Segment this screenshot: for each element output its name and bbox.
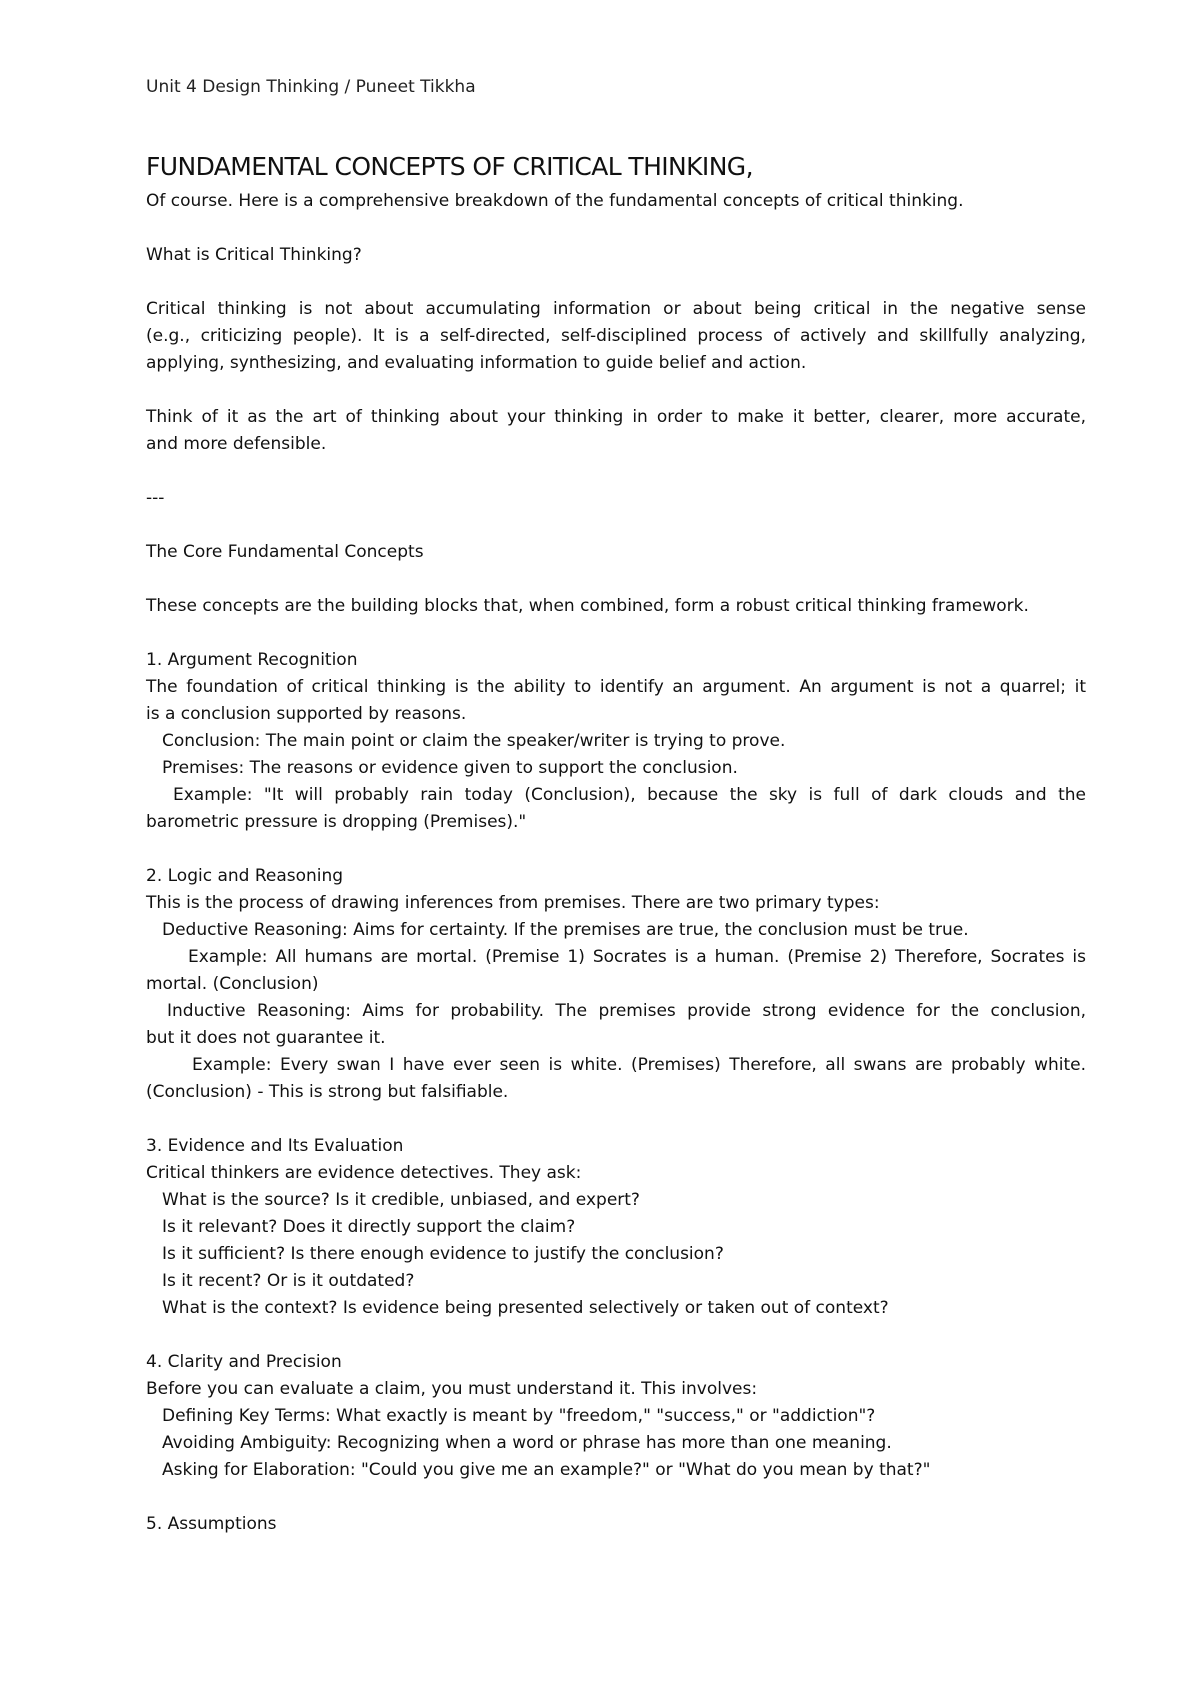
paragraph-line: but it does not guarantee it. [146, 1028, 386, 1048]
paragraph-line: This is the process of drawing inferences from premises. There are two primary types: [146, 893, 880, 913]
question-item: Is it recent? Or is it outdated? [162, 1271, 415, 1291]
section-heading-4: 4. Clarity and Precision [146, 1352, 342, 1372]
core-intro: These concepts are the building blocks that, when combined, form a robust critical thinking framework. [146, 596, 1029, 616]
section-heading-3: 3. Evidence and Its Evaluation [146, 1136, 404, 1156]
page-header: Unit 4 Design Thinking / Puneet Tikkha [146, 77, 476, 97]
section-heading-1: 1. Argument Recognition [146, 650, 358, 670]
example-line: barometric pressure is dropping (Premises)." [146, 812, 527, 832]
intro-text: Of course. Here is a comprehensive breakdown of the fundamental concepts of critical thinking. [146, 191, 964, 211]
conclusion-item: Conclusion: The main point or claim the speaker/writer is trying to prove. [162, 731, 786, 751]
document-title: FUNDAMENTAL CONCEPTS OF CRITICAL THINKING, [146, 152, 753, 181]
paragraph-line: (e.g., criticizing people). It is a self-directed, self-disciplined process of actively and skillfully analyzing, [146, 326, 1086, 346]
paragraph-line: Before you can evaluate a claim, you must understand it. This involves: [146, 1379, 758, 1399]
separator: --- [146, 488, 165, 508]
paragraph-line: applying, synthesizing, and evaluating information to guide belief and action. [146, 353, 807, 373]
paragraph-line: Think of it as the art of thinking about your thinking in order to make it better, clearer, more accurate, [146, 407, 1086, 427]
example-line: Example: Every swan I have ever seen is white. (Premises) Therefore, all swans are probably white. [192, 1055, 1086, 1075]
example-line: mortal. (Conclusion) [146, 974, 319, 994]
section-heading-core: The Core Fundamental Concepts [146, 542, 424, 562]
question-item: What is the source? Is it credible, unbiased, and expert? [162, 1190, 640, 1210]
paragraph-line: is a conclusion supported by reasons. [146, 704, 467, 724]
deductive-item: Deductive Reasoning: Aims for certainty. If the premises are true, the conclusion must be true. [162, 920, 969, 940]
question-item: Is it relevant? Does it directly support the claim? [162, 1217, 576, 1237]
inductive-item: Inductive Reasoning: Aims for probability. The premises provide strong evidence for the conclusion, [167, 1001, 1086, 1021]
paragraph-line: Critical thinkers are evidence detectives. They ask: [146, 1163, 582, 1183]
example-line: Example: "It will probably rain today (Conclusion), because the sky is full of dark clouds and the [173, 785, 1086, 805]
example-line: Example: All humans are mortal. (Premise 1) Socrates is a human. (Premise 2) Therefore, Socrates is [188, 947, 1086, 967]
example-line: (Conclusion) - This is strong but falsifiable. [146, 1082, 509, 1102]
section-heading-what: What is Critical Thinking? [146, 245, 362, 265]
section-heading-5: 5. Assumptions [146, 1514, 277, 1534]
paragraph-line: and more defensible. [146, 434, 327, 454]
section-heading-2: 2. Logic and Reasoning [146, 866, 344, 886]
premises-item: Premises: The reasons or evidence given to support the conclusion. [162, 758, 738, 778]
paragraph-line: The foundation of critical thinking is the ability to identify an argument. An argument is not a quarrel; it [146, 677, 1086, 697]
clarity-item: Asking for Elaboration: "Could you give me an example?" or "What do you mean by that?" [162, 1460, 931, 1480]
question-item: What is the context? Is evidence being presented selectively or taken out of context? [162, 1298, 889, 1318]
clarity-item: Defining Key Terms: What exactly is meant by "freedom," "success," or "addiction"? [162, 1406, 876, 1426]
question-item: Is it sufficient? Is there enough evidence to justify the conclusion? [162, 1244, 724, 1264]
clarity-item: Avoiding Ambiguity: Recognizing when a word or phrase has more than one meaning. [162, 1433, 892, 1453]
paragraph-line: Critical thinking is not about accumulating information or about being critical in the negative sense [146, 299, 1086, 319]
